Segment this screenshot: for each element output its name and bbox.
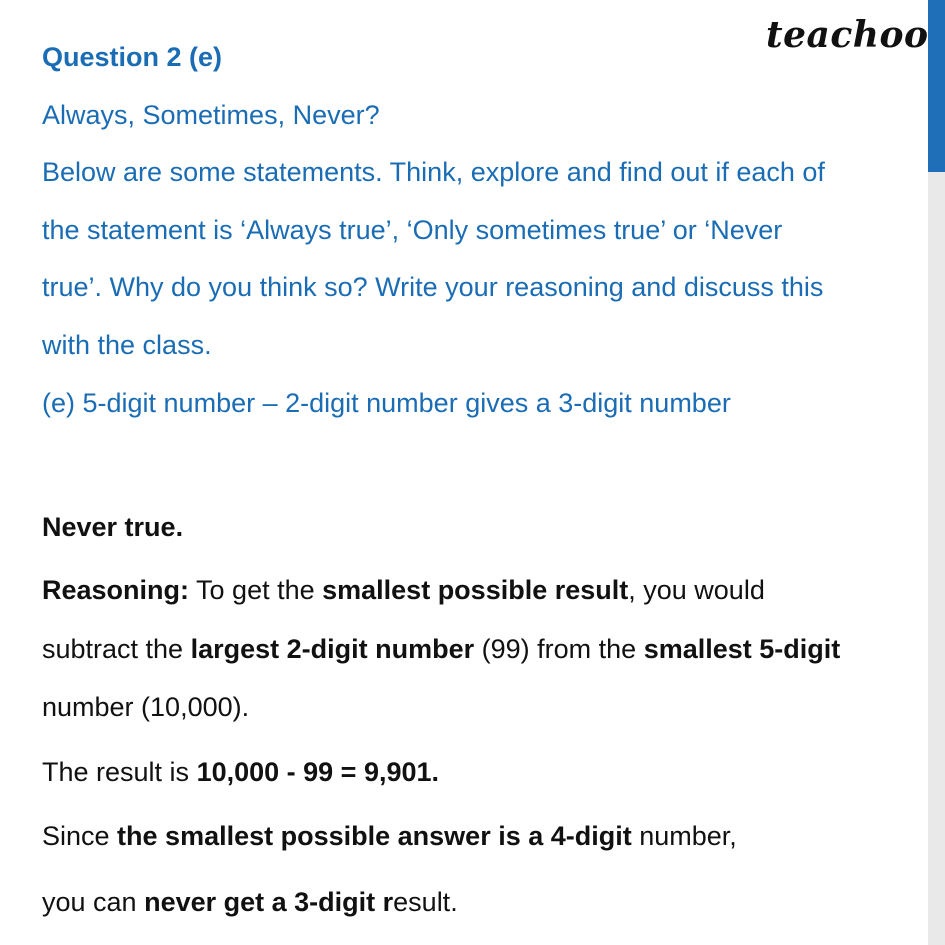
final-text-c: esult. bbox=[393, 887, 458, 917]
question-heading: Question 2 (e) bbox=[42, 42, 223, 72]
since-text-c: number, bbox=[631, 821, 737, 851]
final-text-b: never get a 3-digit r bbox=[144, 887, 394, 917]
result-text-b: 10,000 - 99 = 9,901. bbox=[196, 757, 440, 787]
question-line-1: Always, Sometimes, Never? bbox=[42, 100, 380, 130]
reasoning-line-1 bbox=[42, 573, 765, 607]
question-line-4: true’. Why do you think so? Write your reasoning and discuss this bbox=[42, 272, 824, 302]
result-line bbox=[42, 755, 439, 789]
question-line-5: with the class. bbox=[42, 330, 212, 360]
reasoning-text-2c: (99) from the bbox=[474, 634, 644, 664]
reasoning-text-2b: largest 2-digit number bbox=[190, 634, 475, 664]
result-text-a: The result is bbox=[42, 757, 197, 787]
reasoning-line-2 bbox=[42, 632, 840, 666]
question-line-3: the statement is ‘Always true’, ‘Only sometimes true’ or ‘Never bbox=[42, 215, 783, 245]
reasoning-text-2a: subtract the bbox=[42, 634, 191, 664]
question-line-2: Below are some statements. Think, explore and find out if each of bbox=[42, 157, 825, 187]
reasoning-text-1c: , you would bbox=[628, 575, 765, 605]
answer-verdict: Never true. bbox=[42, 512, 184, 542]
since-text-a: Since bbox=[42, 821, 118, 851]
final-text-a: you can bbox=[42, 887, 145, 917]
side-bar-accent bbox=[928, 0, 945, 172]
teachoo-logo: teachoo bbox=[766, 14, 929, 56]
reasoning-text-1a: To get the bbox=[189, 575, 323, 605]
reasoning-text-1b: smallest possible result bbox=[322, 575, 629, 605]
final-line bbox=[42, 885, 458, 919]
reasoning-label: Reasoning: bbox=[42, 575, 190, 605]
question-line-6: (e) 5-digit number – 2-digit number gives a 3-digit number bbox=[42, 388, 731, 418]
reasoning-line-3: number (10,000). bbox=[42, 692, 250, 722]
since-line bbox=[42, 819, 737, 853]
reasoning-text-2d: smallest 5-digit bbox=[643, 634, 841, 664]
since-text-b: the smallest possible answer is a 4-digit bbox=[117, 821, 632, 851]
